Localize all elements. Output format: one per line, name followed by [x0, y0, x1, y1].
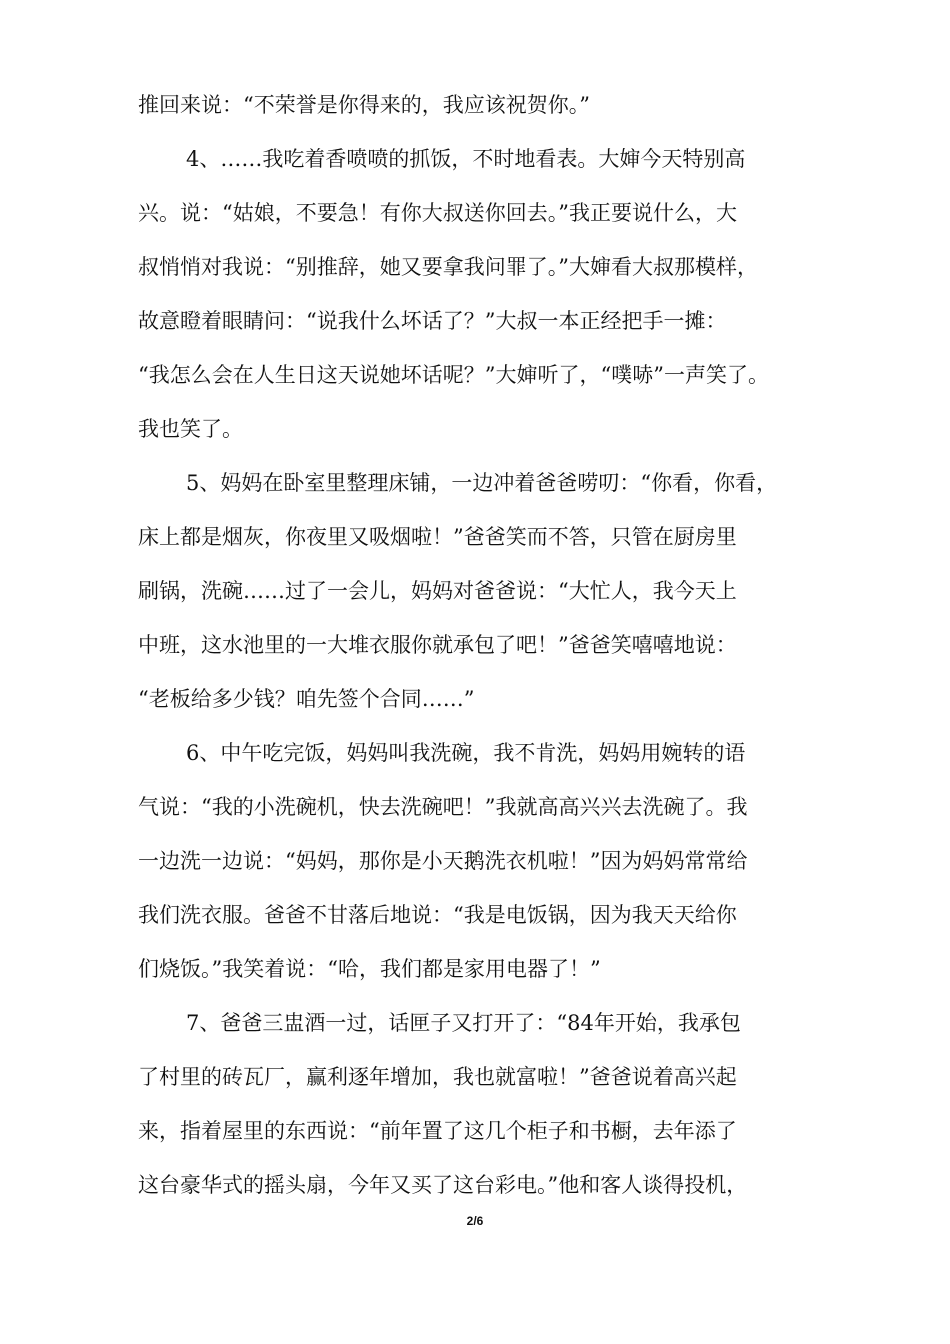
text-line: 5、妈妈在卧室里整理床铺，一边冲着爸爸唠叨：“你看，你看，	[186, 471, 778, 495]
paragraph-continuation	[138, 78, 832, 132]
text-line: 7、爸爸三盅酒一过，话匣子又打开了：“84年开始，我承包	[186, 1011, 741, 1035]
text-line: 我们洗衣服。爸爸不甘落后地说：“我是电饭锅，因为我天天给你	[138, 903, 737, 927]
text-line: 6、中午吃完饭，妈妈叫我洗碗，我不肯洗，妈妈用婉转的语	[186, 741, 746, 765]
text-line: 床上都是烟灰，你夜里又吸烟啦！”爸爸笑而不答，只管在厨房里	[138, 525, 737, 549]
text-line: 们烧饭。”我笑着说：“哈，我们都是家用电器了！”	[138, 957, 601, 981]
text-line: 了村里的砖瓦厂，赢利逐年增加，我也就富啦！”爸爸说着高兴起	[138, 1065, 737, 1089]
text-line: 4、……我吃着香喷喷的抓饭，不时地看表。大婶今天特别高	[186, 147, 746, 171]
document-body	[138, 78, 832, 1212]
text-line: 气说：“我的小洗碗机，快去洗碗吧！”我就高高兴兴去洗碗了。我	[138, 795, 748, 819]
page-number: 2/6	[466, 1214, 484, 1228]
paragraph-5	[138, 456, 832, 726]
paragraph-6	[138, 726, 832, 996]
paragraph-4	[138, 132, 832, 456]
text-line: “老板给多少钱？咱先签个合同……”	[138, 687, 475, 711]
paragraph-7	[138, 996, 832, 1212]
text-line: 一边洗一边说：“妈妈，那你是小天鹅洗衣机啦！”因为妈妈常常给	[138, 849, 748, 873]
text-line: 推回来说：“不荣誉是你得来的，我应该祝贺你。”	[138, 93, 590, 117]
text-line: “我怎么会在人生日这天说她坏话呢？”大婶听了，“噗哧”一声笑了。	[138, 363, 769, 387]
text-line: 故意瞪着眼睛问：“说我什么坏话了？”大叔一本正经把手一摊：	[138, 309, 727, 333]
text-line: 中班，这水池里的一大堆衣服你就承包了吧！”爸爸笑嘻嘻地说：	[138, 633, 737, 657]
text-line: 兴。说：“姑娘，不要急！有你大叔送你回去。”我正要说什么，大	[138, 201, 737, 225]
text-line: 叔悄悄对我说：“别推辞，她又要拿我问罪了。”大婶看大叔那模样，	[138, 255, 758, 279]
text-line: 来，指着屋里的东西说：“前年置了这几个柜子和书橱，去年添了	[138, 1119, 737, 1143]
text-line: 我也笑了。	[138, 417, 243, 441]
text-line: 刷锅，洗碗……过了一会儿，妈妈对爸爸说：“大忙人，我今天上	[138, 579, 737, 603]
text-line: 这台豪华式的摇头扇，今年又买了这台彩电。”他和客人谈得投机，	[138, 1173, 748, 1197]
